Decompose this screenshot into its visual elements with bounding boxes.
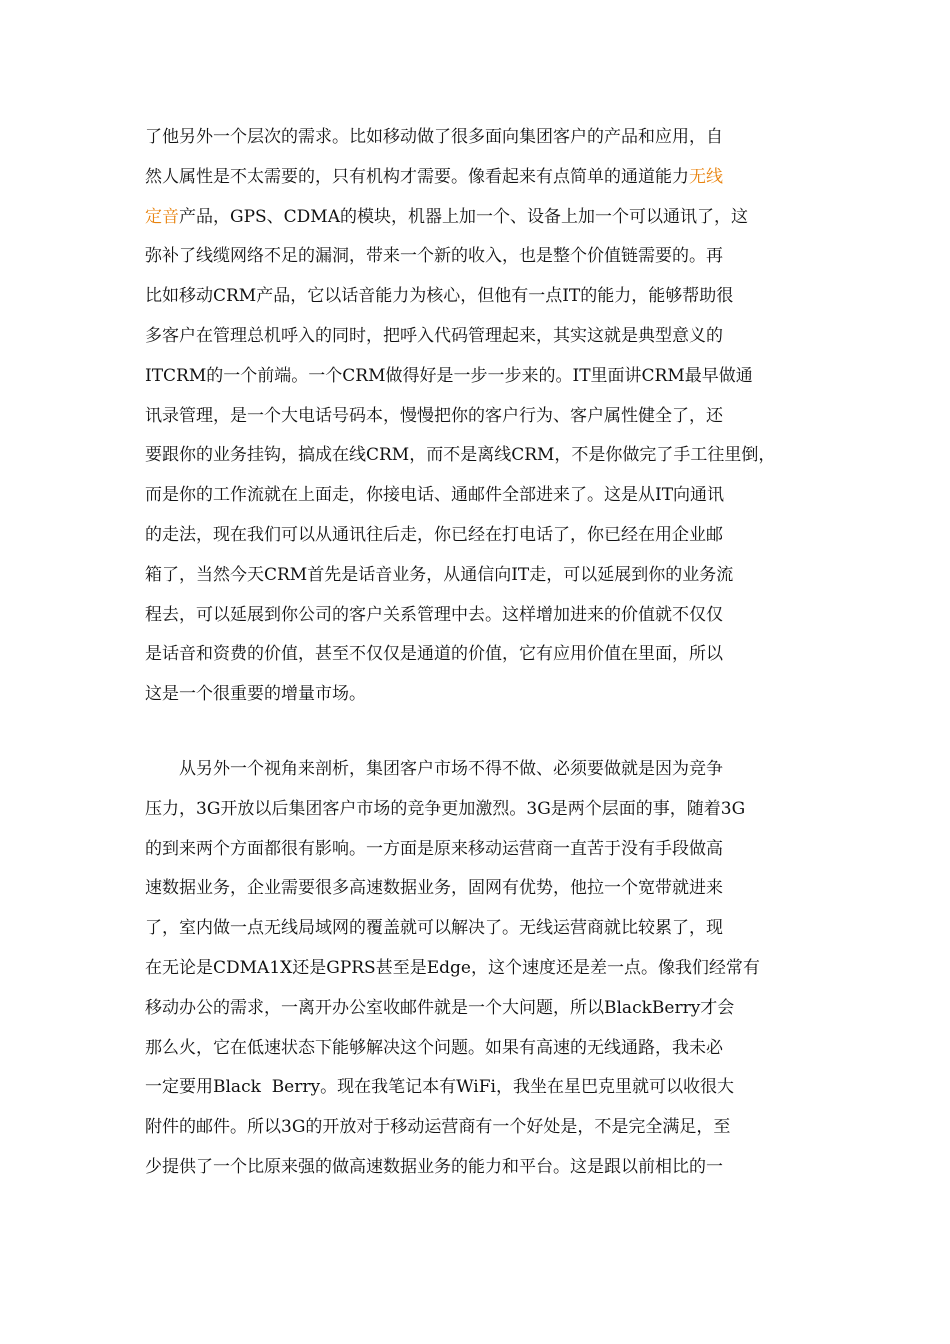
text-line: 的走法，现在我们可以从通讯往后走，你已经在打电话了，你已经在用企业邮 (145, 524, 723, 545)
paragraph-1 (145, 118, 815, 715)
text-line: 移动办公的需求，一离开办公室收邮件就是一个大问题，所以BlackBerry才会 (145, 997, 735, 1018)
text-run: 然人属性是不太需要的，只有机构才需要。像看起来有点简单的通道能力 (145, 166, 689, 187)
text-line: 这是一个很重要的增量市场。 (145, 684, 366, 705)
wireless-link[interactable]: 无线 (689, 166, 723, 187)
text-line: 少提供了一个比原来强的做高速数据业务的能力和平台。这是跟以前相比的一 (145, 1156, 723, 1177)
text-line: 讯录管理，是一个大电话号码本，慢慢把你的客户行为、客户属性健全了，还 (145, 405, 723, 426)
wireless-link-continuation[interactable]: 定音 (145, 206, 179, 227)
text-line: 速数据业务，企业需要很多高速数据业务，固网有优势，他拉一个宽带就进来 (145, 878, 723, 899)
text-line: 了他另外一个层次的需求。比如移动做了很多面向集团客户的产品和应用，自 (145, 127, 723, 147)
text-line (145, 158, 815, 198)
text-line: 是话音和资费的价值，甚至不仅仅是通道的价值，它有应用价值在里面，所以 (145, 644, 723, 665)
text-line: 压力，3G开放以后集团客户市场的竞争更加激烈。3G是两个层面的事，随着3G (145, 798, 746, 819)
text-line: 从另外一个视角来剖析，集团客户市场不得不做、必须要做就是因为竞争 (179, 759, 723, 779)
text-line: 比如移动CRM产品，它以话音能力为核心，但他有一点IT的能力，能够帮助很 (145, 286, 734, 307)
text-line: 要跟你的业务挂钩，搞成在线CRM，而不是离线CRM，不是你做完了手工往里倒， (145, 445, 776, 466)
text-line: 多客户在管理总机呼入的同时，把呼入代码管理起来，其实这就是典型意义的 (145, 325, 723, 346)
text-line: 而是你的工作流就在上面走，你接电话、通邮件全部进来了。这是从IT向通讯 (145, 485, 725, 506)
text-line: 弥补了线缆网络不足的漏洞，带来一个新的收入，也是整个价值链需要的。再 (145, 246, 723, 267)
text-line: 程去，可以延展到你公司的客户关系管理中去。这样增加进来的价值就不仅仅 (145, 604, 723, 625)
text-line: 一定要用Black Berry。现在我笔记本有WiFi，我坐在星巴克里就可以收很大 (145, 1077, 734, 1098)
text-line: 附件的邮件。所以3G的开放对于移动运营商有一个好处是，不是完全满足，至 (145, 1117, 731, 1138)
text-line: 那么火，它在低速状态下能够解决这个问题。如果有高速的无线通路，我未必 (145, 1037, 723, 1058)
text-line: 在无论是CDMA1X还是GPRS甚至是Edge，这个速度还是差一点。像我们经常有 (145, 957, 760, 978)
paragraph-2 (145, 750, 815, 1188)
text-line: ITCRM的一个前端。一个CRM做得好是一步一步来的。IT里面讲CRM最早做通 (145, 365, 753, 386)
text-line: 了，室内做一点无线局域网的覆盖就可以解决了。无线运营商就比较累了，现 (145, 918, 723, 939)
text-run: 产品，GPS、CDMA的模块，机器上加一个、设备上加一个可以通讯了，这 (179, 206, 748, 227)
text-line (145, 198, 815, 238)
text-line: 箱了，当然今天CRM首先是话音业务，从通信向IT走，可以延展到你的业务流 (145, 564, 734, 585)
text-line: 的到来两个方面都很有影响。一方面是原来移动运营商一直苦于没有手段做高 (145, 838, 723, 859)
